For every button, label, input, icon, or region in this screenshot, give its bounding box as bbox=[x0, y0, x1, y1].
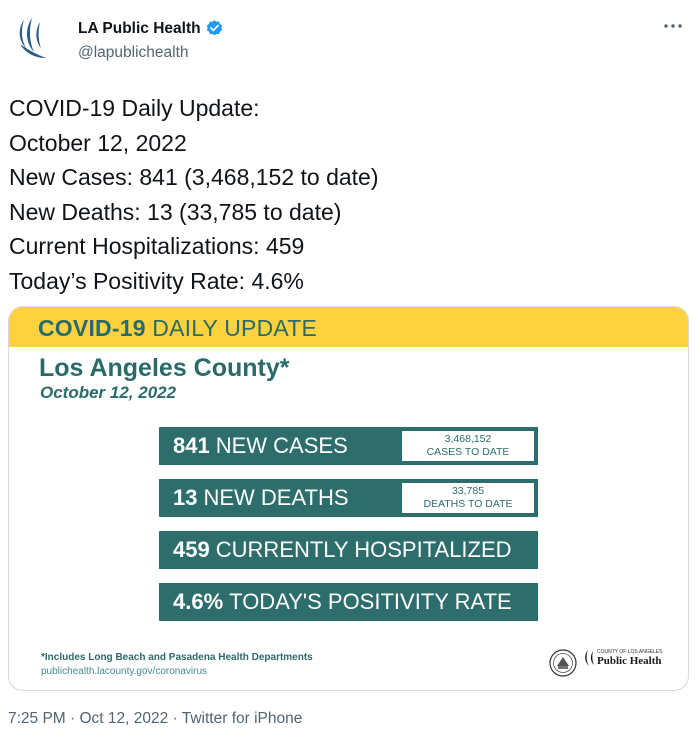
deaths-to-date-box bbox=[402, 483, 534, 513]
stat-new-cases bbox=[159, 427, 538, 465]
county-title: Los Angeles County* bbox=[39, 354, 290, 382]
to-date-label: DEATHS TO DATE bbox=[423, 498, 513, 510]
stat-hospitalized bbox=[159, 531, 538, 569]
author-handle[interactable]: @lapublichealth bbox=[78, 44, 189, 61]
tweet-line: October 12, 2022 bbox=[9, 129, 187, 156]
stat-label: NEW CASES bbox=[215, 433, 348, 458]
tweet-timestamp[interactable]: 7:25 PM · Oct 12, 2022 · Twitter for iPhone bbox=[8, 710, 303, 727]
public-health-logo bbox=[583, 648, 662, 668]
image-banner bbox=[9, 307, 688, 347]
logo-county-text: COUNTY OF LOS ANGELES bbox=[597, 649, 663, 655]
stat-value: 13 bbox=[173, 485, 198, 510]
stat-label: NEW DEATHS bbox=[203, 485, 349, 510]
county-seal-icon bbox=[549, 649, 577, 677]
tweet-line: New Cases: 841 (3,468,152 to date) bbox=[9, 164, 379, 191]
tweet-line: COVID-19 Daily Update: bbox=[9, 95, 260, 121]
author-name-row[interactable] bbox=[78, 19, 224, 38]
banner-title-rest: DAILY UPDATE bbox=[152, 315, 318, 341]
stat-new-deaths bbox=[159, 479, 538, 517]
public-health-logo-icon bbox=[583, 648, 597, 668]
to-date-value: 33,785 bbox=[451, 485, 485, 497]
la-public-health-avatar-icon[interactable] bbox=[10, 14, 58, 62]
tweet-image[interactable] bbox=[8, 306, 689, 691]
stat-label: TODAY'S POSITIVITY RATE bbox=[229, 589, 512, 614]
banner-title-bold: COVID-19 bbox=[38, 315, 146, 341]
logo-main-text: Public Health bbox=[597, 655, 662, 667]
stat-value: 841 bbox=[173, 433, 210, 458]
author-display-name[interactable]: LA Public Health bbox=[78, 19, 201, 37]
tweet-text bbox=[9, 91, 689, 299]
to-date-label: CASES TO DATE bbox=[426, 446, 510, 458]
verified-badge-icon bbox=[205, 19, 224, 38]
stat-label: CURRENTLY HOSPITALIZED bbox=[215, 537, 512, 562]
more-options-icon[interactable] bbox=[660, 16, 686, 36]
tweet-line: New Deaths: 13 (33,785 to date) bbox=[9, 198, 342, 225]
stat-value: 4.6% bbox=[173, 589, 224, 614]
to-date-value: 3,468,152 bbox=[444, 433, 492, 445]
cases-to-date-box bbox=[402, 431, 534, 461]
stat-positivity-rate bbox=[159, 583, 538, 621]
image-footnote: *Includes Long Beach and Pasadena Health Departments bbox=[41, 652, 313, 663]
tweet-line: Today’s Positivity Rate: 4.6% bbox=[9, 267, 304, 294]
tweet-line: Current Hospitalizations: 459 bbox=[9, 233, 305, 260]
image-date: October 12, 2022 bbox=[40, 383, 177, 402]
image-url: publichealth.lacounty.gov/coronavirus bbox=[41, 666, 208, 677]
banner-title bbox=[38, 315, 317, 342]
stat-value: 459 bbox=[173, 537, 210, 562]
